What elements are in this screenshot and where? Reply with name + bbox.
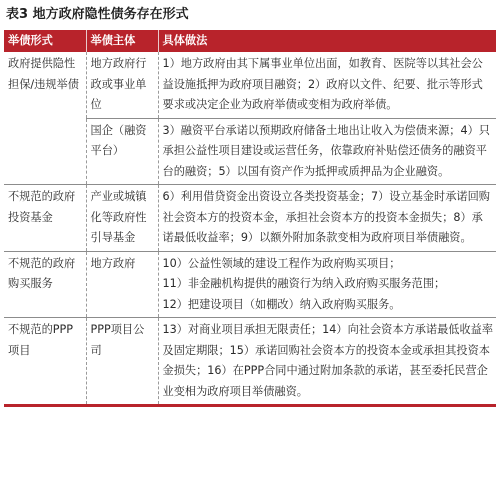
method-line: 12）把建设项目（如棚改）纳入政府购买服务。 <box>162 297 401 311</box>
cell-form: 不规范的PPP项目 <box>4 318 86 405</box>
method-line: 11）非金融机构提供的融资行为纳入政府购买服务范围； <box>162 277 446 290</box>
cell-form: 政府提供隐性担保/违规举债 <box>4 52 86 185</box>
table-row <box>4 185 496 252</box>
cell-method <box>158 251 496 318</box>
cell-subject: 产业或城镇化等政府性引导基金 <box>86 185 158 252</box>
cell-subject: 国企（融资平台） <box>86 118 158 185</box>
table-row <box>4 251 496 318</box>
cell-method: 6）利用借贷资金出资设立各类投资基金；7）设立基金时承诺回购社会资本方的投资本金，承担社会资本方的投资本金损失；8）承诺最低收益率；9）以额外附加条款变相为政府项目举债融资。 <box>158 185 496 252</box>
cell-method: 13）对商业项目承担无限责任；14）向社会资本方承诺最低收益率及固定期限；15）承诺回购社会资本方的投资本金或承担其投资本金损失；16）在PPP合同中通过附加条款的承诺，甚至委托民营企业变相为政府项目举债融资。 <box>162 323 494 398</box>
table-row <box>4 318 496 405</box>
header-form: 举债形式 <box>4 30 86 52</box>
cell-method: 3）融资平台承诺以预期政府储备土地出让收入为偿债来源；4）只承担公益性项目建设或运营任务，依靠政府补贴偿还债务的融资平台的融资；5）以国有资产作为抵押或质押品为企业融资。 <box>158 118 496 185</box>
header-subject: 举债主体 <box>86 30 158 52</box>
cell-form: 不规范的政府购买服务 <box>4 251 86 318</box>
header-method: 具体做法 <box>158 30 496 52</box>
cell-subject: 地方政府行政或事业单位 <box>86 52 158 118</box>
cell-subject: 地方政府 <box>86 251 158 318</box>
method-line: 10）公益性领域的建设工程作为政府购买项目； <box>162 256 401 270</box>
cell-subject: PPP项目公司 <box>86 318 158 405</box>
table-header-row <box>4 30 496 52</box>
table-bottom-rule <box>4 404 496 407</box>
cell-method: 1）地方政府由其下属事业单位出面，如教育、医院等以其社会公益设施抵押为政府项目融资；2）政府以文件、纪要、批示等形式要求或决定企业为政府举债或变相为政府举债。 <box>158 52 496 118</box>
table-row <box>4 52 496 118</box>
debt-forms-table <box>4 30 496 404</box>
table-title: 表3 地方政府隐性债务存在形式 <box>6 7 189 22</box>
cell-form: 不规范的政府投资基金 <box>4 185 86 252</box>
